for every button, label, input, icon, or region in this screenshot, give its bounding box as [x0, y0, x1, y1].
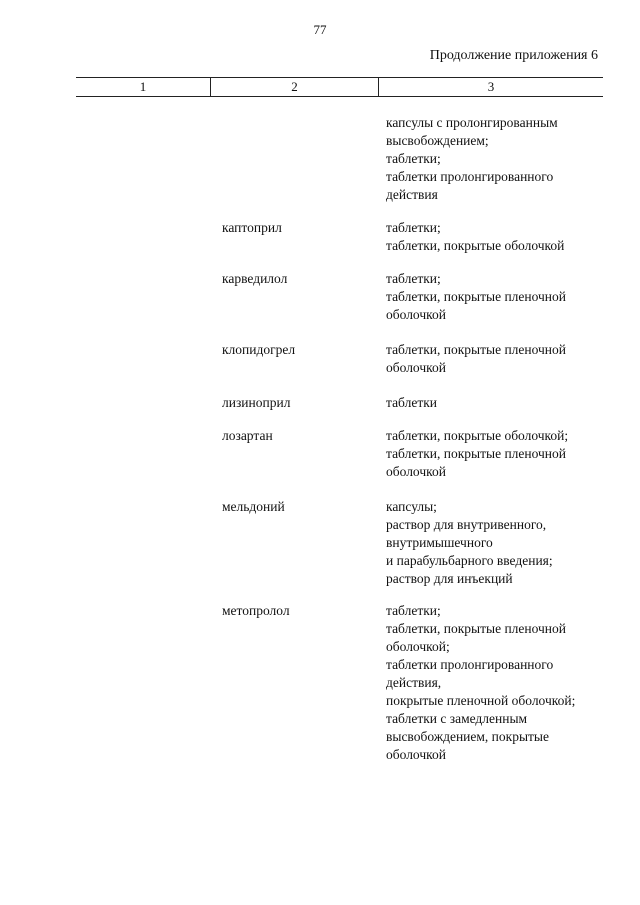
dosage-form: покрытые пленочной оболочкой;	[386, 693, 576, 708]
dosage-form: и парабульбарного введения;	[386, 553, 553, 568]
header-col-1: 1	[139, 79, 147, 94]
dosage-form: внутримышечного	[386, 535, 493, 550]
dosage-forms	[386, 602, 616, 764]
dosage-forms	[386, 219, 616, 255]
dosage-form: оболочкой	[386, 464, 446, 479]
drug-name: карведилол	[222, 271, 288, 286]
dosage-form: таблетки;	[386, 271, 441, 286]
header-col-3: 3	[487, 79, 495, 94]
dosage-form: капсулы;	[386, 499, 437, 514]
dosage-form: таблетки пролонгированного	[386, 657, 554, 672]
dosage-form: таблетки, покрытые оболочкой;	[386, 428, 569, 443]
dosage-form: таблетки, покрытые пленочной	[386, 289, 567, 304]
dosage-form: оболочкой	[386, 747, 446, 762]
continuation-label: Продолжение приложения 6	[429, 48, 598, 63]
dosage-form: высвобождением, покрытые	[386, 729, 549, 744]
dosage-forms	[386, 114, 616, 204]
drug-name: клопидогрел	[222, 342, 296, 357]
dosage-form: капсулы с пролонгированным	[386, 115, 558, 130]
dosage-form: таблетки, покрытые пленочной	[386, 446, 567, 461]
drug-name: лизиноприл	[222, 395, 291, 410]
dosage-form: раствор для внутривенного,	[386, 517, 547, 532]
header-col-2: 2	[210, 78, 379, 96]
dosage-form: раствор для инъекций	[386, 571, 513, 586]
table-header	[76, 77, 603, 97]
dosage-form: таблетки, покрытые пленочной	[386, 621, 567, 636]
dosage-form: таблетки пролонгированного	[386, 169, 554, 184]
drug-name: лозартан	[222, 428, 273, 443]
drug-name: каптоприл	[222, 220, 282, 235]
dosage-form: таблетки	[386, 395, 438, 410]
dosage-form: действия	[386, 187, 438, 202]
dosage-form: оболочкой	[386, 307, 446, 322]
dosage-forms	[386, 427, 616, 481]
dosage-forms	[386, 341, 616, 377]
dosage-form: оболочкой	[386, 360, 446, 375]
page-number: 77	[313, 22, 327, 37]
dosage-form: таблетки, покрытые пленочной	[386, 342, 567, 357]
dosage-forms	[386, 270, 616, 324]
dosage-form: таблетки;	[386, 151, 441, 166]
dosage-form: таблетки;	[386, 603, 441, 618]
dosage-form: таблетки с замедленным	[386, 711, 528, 726]
dosage-form: таблетки;	[386, 220, 441, 235]
dosage-forms	[386, 394, 616, 412]
dosage-form: таблетки, покрытые оболочкой	[386, 238, 565, 253]
drug-name: мельдоний	[222, 499, 285, 514]
drug-name: метопролол	[222, 603, 290, 618]
dosage-form: действия,	[386, 675, 442, 690]
dosage-form: высвобождением;	[386, 133, 489, 148]
dosage-form: оболочкой;	[386, 639, 450, 654]
dosage-forms	[386, 498, 616, 588]
